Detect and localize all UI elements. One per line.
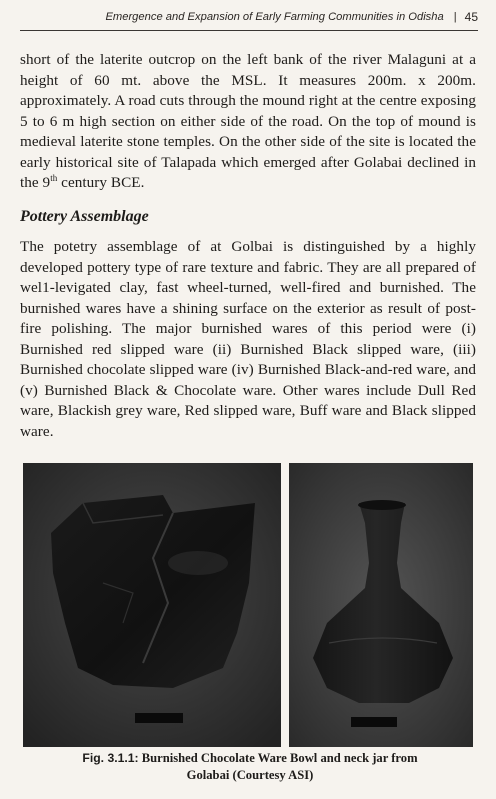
- bowl-image: [23, 463, 281, 747]
- page-number: 45: [464, 10, 478, 24]
- running-header: [20, 4, 478, 31]
- figure-caption: [40, 750, 460, 784]
- figure-label: Fig. 3.1.1:: [82, 751, 139, 765]
- paragraph1-tail: century BCE.: [57, 174, 145, 191]
- caption-line-1: [40, 750, 460, 767]
- running-title: Emergence and Expansion of Early Farming Communities in Odisha: [105, 11, 444, 23]
- section-heading: Pottery Assemblage: [20, 208, 149, 225]
- bowl-photo: [23, 463, 281, 747]
- paragraph-pottery: The potetry assemblage of at Golbai is distinguished by a highly developed pottery type of rare texture and fabric. They are all prepared of wel1-levigated clay, fast wheel-turned, well-fired and burnished. The burnished wares have a shining surface on the exterior as result of post-fire polishing. The major burnished wares of this period were (i) Burnished red slipped ware (ii) Burnished Black slipped ware, (iii) Burnished chocolate slipped ware (iv) Burnished Black-and-red ware, and (v) Burnished Black & Chocolate ware. Other wares include Dull Red ware, Blackish grey ware, Red slipped ware, Buff ware and Black slipped ware.: [20, 238, 476, 440]
- caption-text-1: Burnished Chocolate Ware Bowl and neck jar from: [141, 751, 418, 765]
- header-separator: |: [453, 11, 457, 23]
- caption-line-2: Golabai (Courtesy ASI): [186, 768, 314, 782]
- jar-image: [289, 463, 473, 747]
- neck-jar-photo: [289, 463, 473, 747]
- paragraph1-text: short of the laterite outcrop on the left bank of the river Malaguni at a height of 60 mt. above the MSL. It measures 200m. x 200m. approximately. A road cuts through the mound right at the centre exposing 5 to 6 m high section on either side of the road. On the top of mound is medieval laterite stone temples. On the other side of the site is located the early historical site of Talapada which emerged after Golabai declined in the 9: [20, 51, 476, 191]
- superscript-th: th: [50, 172, 58, 183]
- paragraph-site-description: [20, 50, 476, 194]
